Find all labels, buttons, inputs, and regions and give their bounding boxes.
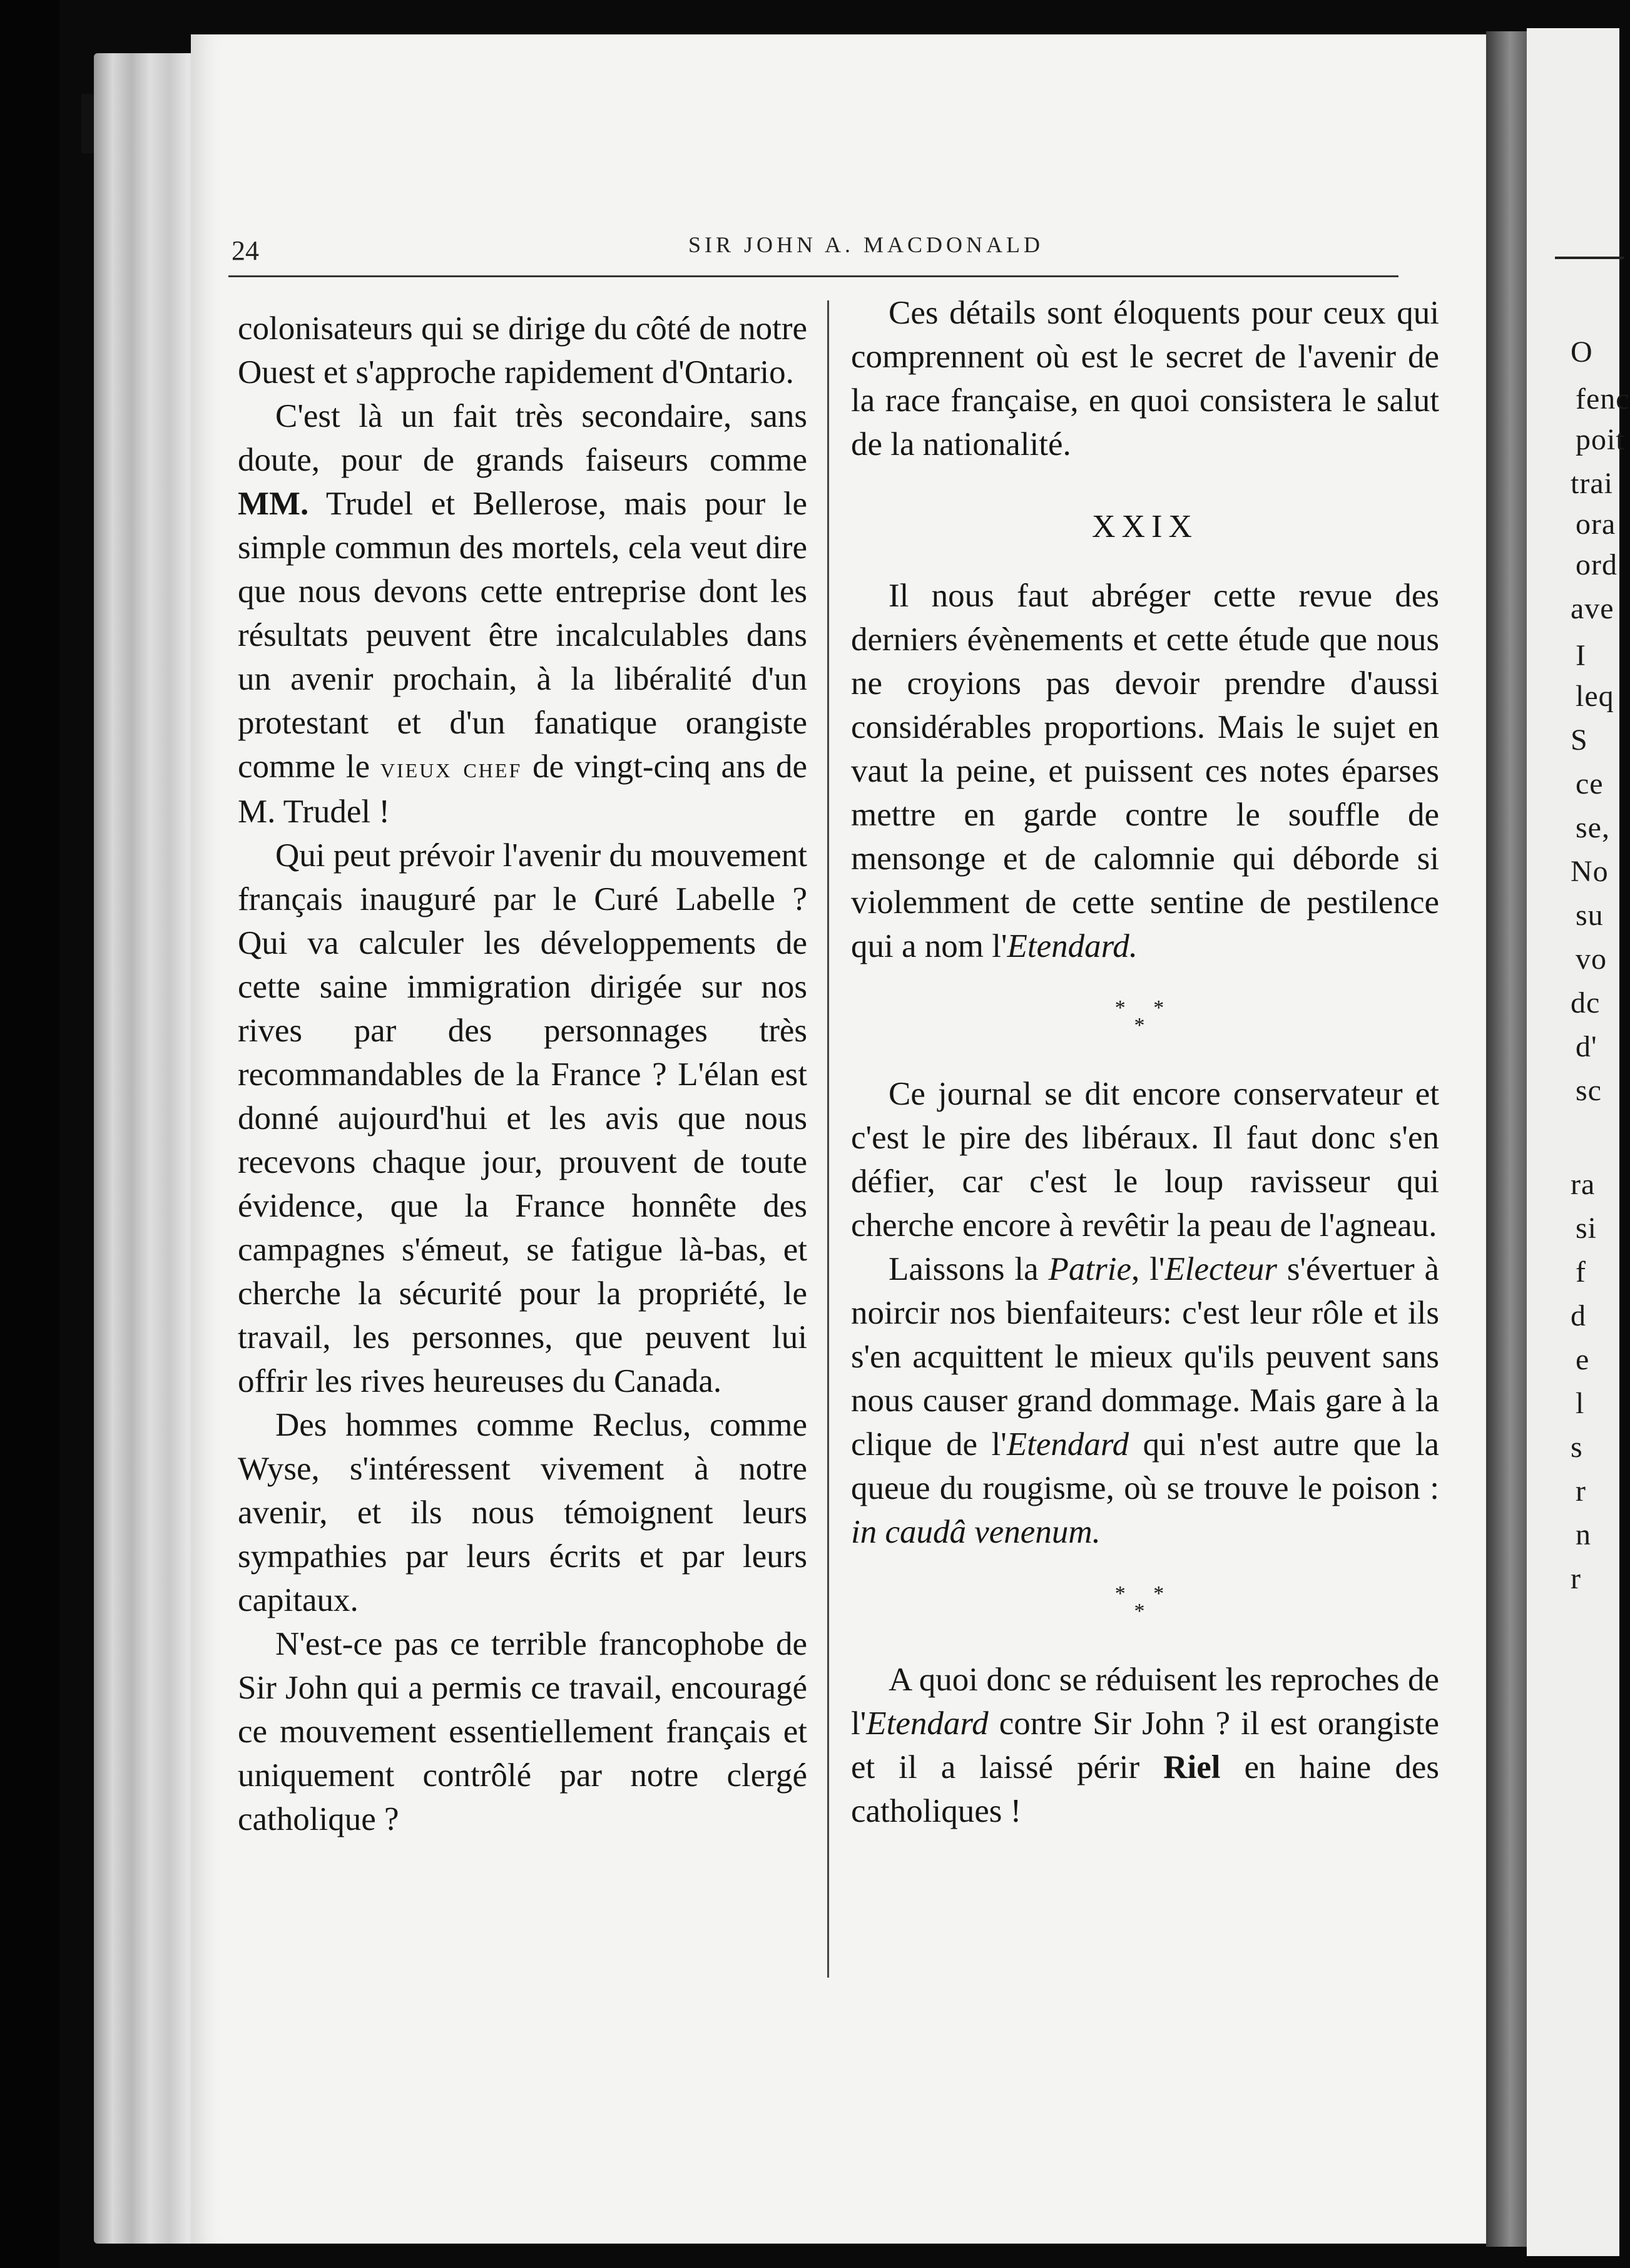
paragraph: A quoi donc se réduisent les reproches de l'Etendard contre Sir John ? il est orangiste et il a laissé périr Riel en haine des catholiques ! (851, 1662, 1440, 1829)
paragraph: colonisateurs qui se dirige du côté de notre Ouest et s'approche rapidement d'Ontario. (238, 310, 807, 391)
paragraph: Laissons la Patrie, l'Electeur s'évertuer à noircir nos bienfaiteurs: c'est leur rôle et ils s'en acquittent le mieux qu'ils peuvent sans nous causer grand dommage. Mais gare à la clique de l'Etendard qui n'est autre que la queue du rougisme, où se trouve le poison : in caudâ venenum. (851, 1251, 1440, 1550)
facing-page-rule (1555, 257, 1624, 259)
facing-page-line: s (1571, 1431, 1583, 1464)
right-column (851, 291, 1439, 1833)
facing-page-line: I (1576, 639, 1586, 672)
facing-page-line: fenc (1576, 382, 1630, 416)
facing-page-line: ra (1571, 1168, 1596, 1201)
asterism-divider: * * * (1114, 1582, 1176, 1623)
paragraph: Ce journal se dit encore conservateur et c'est le pire des libéraux. Il faut donc s'en défier, car c'est le loup ravisseur qui cherche encore à revêtir la peau de l'agneau. (851, 1076, 1439, 1244)
facing-page-line: d (1571, 1299, 1586, 1332)
facing-page-line: ora (1576, 508, 1616, 541)
facing-page-line: poit (1576, 423, 1625, 456)
facing-page-line: n (1576, 1518, 1591, 1551)
facing-page-line: leq (1576, 680, 1614, 713)
running-title: SIR JOHN A. MACDONALD (688, 232, 1044, 257)
facing-page-line: ave (1571, 592, 1614, 625)
paragraph: Qui peut prévoir l'avenir du mouvement français inauguré par le Curé Labelle ? Qui va calculer les développements de cette saine immigration dirigée sur nos rives par des personnages très recommandables de la France ? L'élan est donné aujourd'hui et les avis que nous recevons chaque jour, prouvent de toute évidence, que la France honnête des campagnes s'émeut, se fatigue là-bas, et cherche la sécurité pour la propriété, le travail, les personnes, que peuvent lui offrir les rives heureuses du Canada. (238, 837, 807, 1399)
paragraph: C'est là un fait très secondaire, sans doute, pour de grands faiseurs comme MM. Trudel et Bellerose, mais pour le simple commun des mortels, cela veut dire que nous devons cette entreprise dont les résultats peuvent être incalculables dans un avenir prochain, à la libéralité d'un protestant et d'un fanatique orangiste comme le vieux chef de vingt-cinq ans de M. Trudel ! (238, 398, 808, 830)
facing-page-line: vo (1576, 942, 1607, 976)
header-rule (228, 275, 1398, 277)
facing-page-line: sc (1576, 1074, 1602, 1107)
page-number: 24 (232, 235, 259, 266)
facing-page-line: si (1576, 1212, 1597, 1245)
facing-page-line: l (1576, 1387, 1585, 1420)
facing-page-line: se, (1576, 811, 1610, 844)
facing-page-line: S (1571, 723, 1588, 757)
facing-page-line: ord (1576, 548, 1617, 581)
paragraph: N'est-ce pas ce terrible francophobe de Sir John qui a permis ce travail, encouragé ce mouvement essentiellement français et uniquement contrôlé par notre clergé catholique ? (238, 1626, 807, 1837)
facing-page-line: d' (1576, 1030, 1597, 1063)
facing-page-line: r (1571, 1562, 1581, 1595)
facing-page-line: ce (1576, 767, 1604, 800)
asterism-divider: * * * (1114, 996, 1176, 1037)
facing-page-line: r (1576, 1474, 1586, 1508)
facing-page-line: No (1571, 855, 1609, 888)
paragraph: Ces détails sont éloquents pour ceux qui comprennent où est le secret de l'avenir de la race française, en quoi consistera le salut de la nationalité. (851, 295, 1439, 462)
section-heading: XXIX (1092, 509, 1198, 544)
facing-page-line: O (1571, 335, 1593, 369)
paragraph: Il nous faut abréger cette revue des derniers évènements et cette étude que nous ne croyions pas devoir prendre d'aussi considérables proportions. Mais le sujet en vaut la peine, et puissent ces notes éparses mettre en garde contre le souffle de mensonge et de calomnie qui déborde si violemment de cette sentine de pestilence qui a nom l'Etendard. (851, 578, 1439, 964)
facing-page-line: f (1576, 1255, 1586, 1289)
facing-page-line: su (1576, 899, 1604, 932)
facing-page-line: e (1576, 1343, 1590, 1376)
left-column (238, 307, 807, 1841)
scan-left-border (0, 0, 59, 2268)
column-divider (827, 300, 829, 1978)
facing-page-line: dc (1571, 986, 1601, 1019)
facing-page-line: trai (1571, 467, 1613, 500)
facing-page-fragment (1527, 28, 1630, 2256)
paragraph: Des hommes comme Reclus, comme Wyse, s'intéressent vivement à notre avenir, et ils nous témoignent leurs sympathies par leurs écrits et par leurs capitaux. (238, 1407, 807, 1618)
